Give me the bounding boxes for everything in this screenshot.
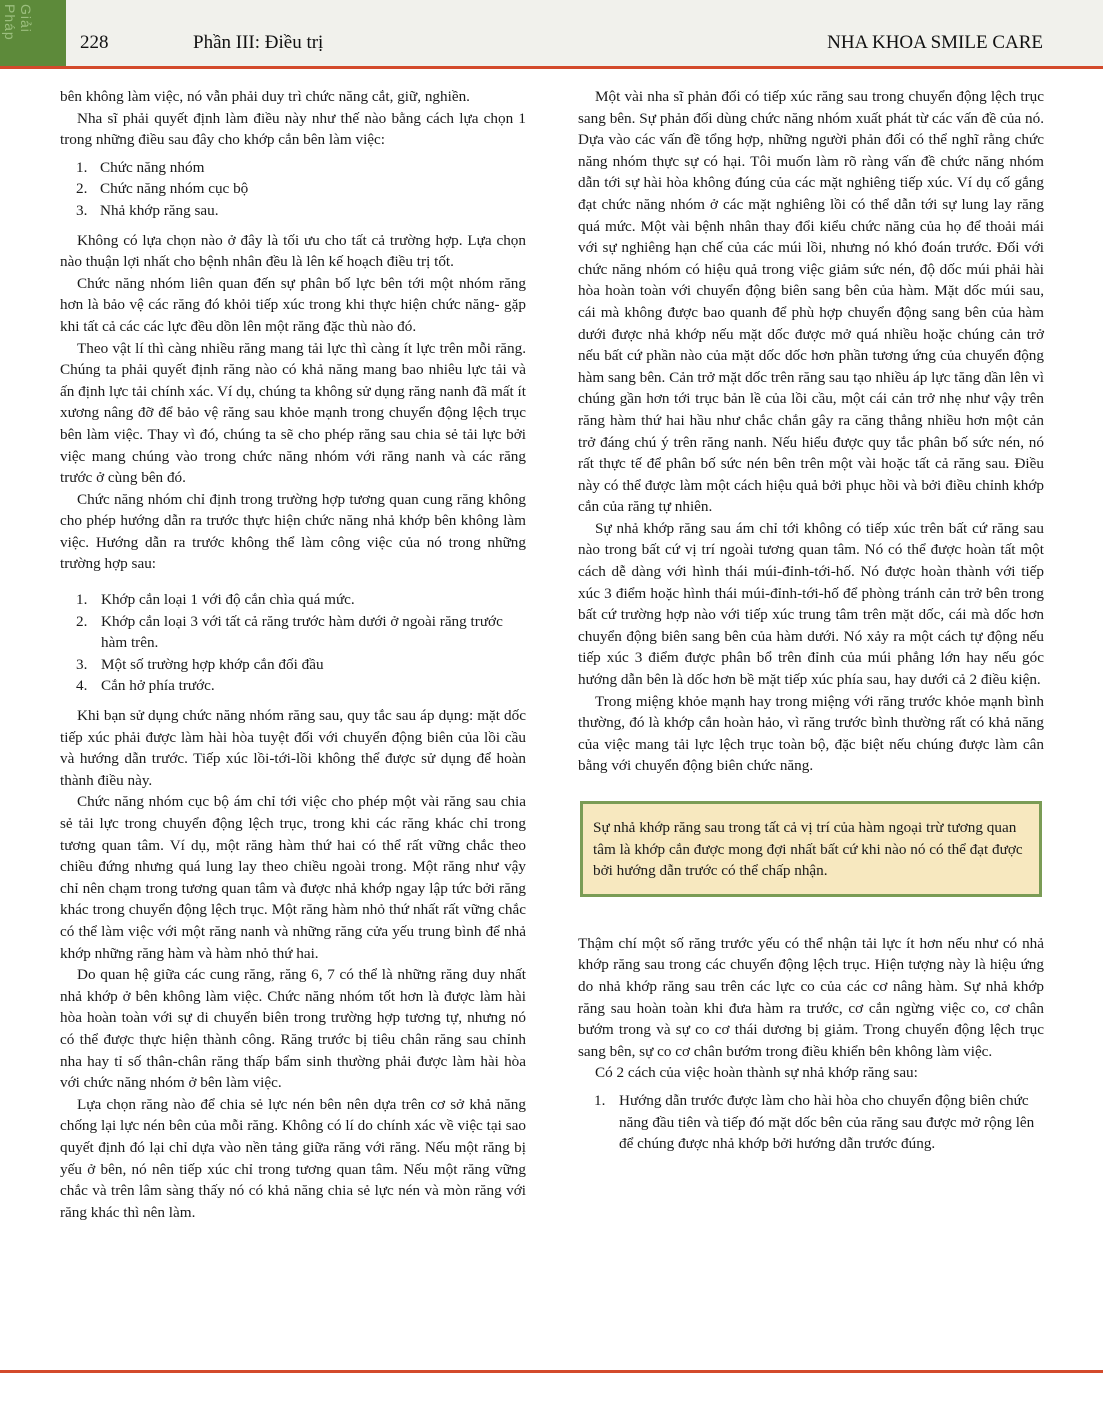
list-text: Nhả khớp răng sau.: [100, 201, 219, 219]
list-text: Cắn hở phía trước.: [101, 677, 215, 695]
list-number: 4.: [76, 677, 88, 695]
list-item: [60, 611, 526, 654]
list-number: 2.: [76, 180, 88, 198]
paragraph: Do quan hệ giữa các cung răng, răng 6, 7 có thể là những răng duy nhất nhả khớp ở bên không làm việc. Chức năng nhóm tốt hơn là được làm hài hòa hoàn toàn với sự di chuyển biên trong trường hợp tương tự, nhưng nó có thể được thực hiện thành công. Răng trước bị tiêu chân răng sau chỉnh nha hay tỉ số thân-chân răng thấp bẩm sinh thường phải được làm hài hòa với chức năng nhóm ở bên làm việc.: [60, 966, 526, 1092]
paragraph: Một vài nha sĩ phản đối có tiếp xúc răng sau trong chuyển động lệch trục sang bên. Sự phản đối dùng chức năng nhóm xuất phát từ các vấn đề của nó. Dựa vào các vấn đề tổng hợp, những người phản đối có thể nghĩ rằng chức năng nhóm thực sự có hại. Tôi muốn làm rõ ràng vấn đề chức năng nhóm dẫn tới sự hài hòa không đúng của các mặt nghiêng tiếp xúc. Ví dụ cố gắng đạt chức năng nhóm ở các mặt nghiêng lồi có thể dẫn tới sự lung lay răng quá mức. Một vài bệnh nhân thay đổi kiểu chức năng của họ để thoải mái với sự nghiêng hạn chế của các múi lồi, nhưng nó khó đoán trước. Đối với chức năng nhóm có hiệu quả trong việc giảm sức nén, độ dốc múi phải hài hòa hoàn toàn với chuyển động biên sang bên của hàm. Mặt dốc múi sau, cái mà không được bao quanh để phù hợp chuyển động sang bên của hàm dưới được nhả khớp nếu mặt dốc được mở quá nhiều hoặc chúng cản trở nếu bất cứ phần nào của mặt dốc dốc hơn phần tương ứng của chuyển động hàm sang bên. Cản trở mặt dốc trên răng sau tạo nhiều áp lực tăng dần lên vì chúng gần hơn tới trục bản lề của lồi cầu, một cái cản trở nhẹ như vậy trên răng hàm thứ hai hầu như chắc chắn gây ra căng thẳng nhiều hơn một cản trở đáng chú ý trên răng nanh. Nếu hiểu được quy tắc phân bố sức nén, nó rất thực tế để phân bố sức nén bên trên một vài hoặc tất cả răng sau. Điều này có thể được làm một cách hiệu quả bởi phục hồi và bởi điều chỉnh khớp cắn của răng tự nhiên.: [578, 88, 1044, 516]
side-tab-label: Giải Pháp: [2, 4, 34, 41]
list-item: [60, 178, 526, 200]
list-item: [60, 589, 526, 611]
highlight-callout-box: Sự nhả khớp răng sau trong tất cả vị trí của hàm ngoại trừ tương quan tâm là khớp cắn được mong đợi nhất bất cứ khi nào nó có thể đạt được bởi hướng dẫn trước có thể chấp nhận.: [580, 801, 1042, 897]
list-text: Một số trường hợp khớp cắn đối đầu: [101, 655, 324, 673]
paragraph: Không có lựa chọn nào ở đây là tối ưu cho tất cả trường hợp. Lựa chọn nào thuận lợi nhất cho bệnh nhân đều là lên kế hoạch điều trị tốt.: [60, 231, 526, 271]
list-item: [60, 654, 526, 676]
paragraph: Trong miệng khỏe mạnh hay trong miệng với răng trước khỏe mạnh bình thường, đó là khớp cắn hoàn hảo, vì răng trước bình thường rất có khả năng của việc mang tải lực lệch trục toàn bộ, đặc biệt nếu chúng được làm cân bằng với chuyển động biên chức năng.: [578, 692, 1044, 775]
paragraph: Thậm chí một số răng trước yếu có thể nhận tải lực ít hơn nếu như có nhả khớp răng sau trong các chuyển động lệch trục. Hiện tượng này là hiệu ứng do nhả khớp răng sau trên các lực co của các cơ nâng hàm. Sự nhả khớp răng sau hoàn toàn khi đưa hàm ra trước, cơ cắn ngừng việc co, cơ chân bướm trong và sự co cơ thái dương bị giảm. Trong chuyển động lệch trục sang bên, sự co cơ chân bướm trong điều khiển bên không làm việc.: [578, 934, 1044, 1060]
list-text: Chức năng nhóm: [100, 158, 205, 176]
list-number: 3.: [76, 655, 88, 673]
paragraph: bên không làm việc, nó vẫn phải duy trì chức năng cắt, giữ, nghiền.: [60, 88, 470, 105]
list-text: Khớp cắn loại 3 với tất cả răng trước hàm dưới ở ngoài răng trước hàm trên.: [101, 612, 503, 652]
right-column: [578, 86, 1044, 1163]
list-item: [60, 200, 526, 222]
spacer: [60, 575, 526, 583]
chapter-side-tab: [0, 0, 66, 66]
footer-divider: [0, 1370, 1103, 1373]
list-item: [578, 1090, 1044, 1155]
list-item: [60, 675, 526, 697]
list-number: 1.: [76, 158, 88, 176]
paragraph: Chức năng nhóm cục bộ ám chỉ tới việc cho phép một vài răng sau chia sẻ tải lực trong chuyển động lệch trục, trong khi các răng khác chỉ trong tương quan tâm. Ví dụ, một răng hàm thứ hai có thể rất vững chắc theo chiều đứng nhưng quá lung lay theo chiều ngoài trong. Một răng như vậy chỉ nên chạm trong tương quan tâm và được nhả khớp ngay lập tức bởi răng khác trong chuyển động lệch trục. Một răng hàm nhỏ thứ nhất rất vững chắc có thể làm việc với một răng nanh và những răng cửa yếu trung bình để nhả khớp những răng hàm và hàm nhỏ thứ hai.: [60, 793, 526, 962]
list-item: [60, 157, 526, 179]
paragraph: Sự nhả khớp răng sau ám chỉ tới không có tiếp xúc trên bất cứ răng sau nào trong bất cứ vị trí ngoài tương quan tâm. Nó có thể được hoàn tất một cách dễ dàng với hình thái múi-đỉnh-tới-hố. Nó được hoàn thành với tiếp xúc 3 điểm hoặc hình thái múi-đỉnh-tới-hố để phòng tránh cản trở bên trong bất cứ trường hợp nào với tiếp xúc trung tâm trên mặt dốc, cái mà dốc hơn chuyển động biên sang bên của hàm dưới. Nó xảy ra một cách tự động nếu tiếp xúc 3 điểm được phân bổ trên đỉnh của múi phẳng lớn hay nếu góc hướng dẫn bên là dốc hơn bề mặt tiếp xúc phía sau, hay dưới cả 2 điều kiện.: [578, 519, 1044, 689]
header-divider: [0, 66, 1103, 69]
paragraph: Chức năng nhóm liên quan đến sự phân bố lực bên tới một nhóm răng hơn là bảo vệ các răng đó khỏi tiếp xúc trong khi thực hiện chức năng- gặp khi tất cả các các lực đều dồn lên một răng đặc thù nào đó.: [60, 274, 526, 335]
list-number: 1.: [76, 591, 88, 609]
list-text: Hướng dẫn trước được làm cho hài hòa cho chuyển động biên chức năng đầu tiên và tiếp đó mặt dốc bên của răng sau được mở rộng lên để chúng được nhả khớp bởi hướng dẫn trước đúng.: [619, 1091, 1035, 1153]
paragraph: Chức năng nhóm chỉ định trong trường hợp tương quan cung răng không cho phép hướng dẫn ra trước thực hiện chức năng nhả khớp bên không làm việc. Hướng dẫn ra trước không thể làm công việc của nó trong những trường hợp sau:: [60, 490, 526, 573]
paragraph: Khi bạn sử dụng chức năng nhóm răng sau, quy tắc sau áp dụng: mặt dốc tiếp xúc phải được làm hài hòa tuyệt đối với chuyển động biên của lồi cầu và hướng dẫn trước. Tiếp xúc lồi-tới-lồi không thể được sử dụng để hoàn thành điều này.: [60, 707, 526, 789]
paragraph: Có 2 cách của việc hoàn thành sự nhả khớp răng sau:: [595, 1064, 918, 1082]
anterior-guidance-limits-list: [60, 589, 526, 697]
page-number: 228: [80, 32, 109, 53]
left-column: [60, 86, 526, 1223]
list-number: 3.: [76, 201, 88, 219]
brand-name: NHA KHOA SMILE CARE: [827, 32, 1043, 53]
section-title: Phần III: Điều trị: [193, 32, 324, 53]
list-text: Khớp cắn loại 1 với độ cắn chìa quá mức.: [101, 591, 355, 609]
working-side-options-list: [60, 157, 526, 222]
list-text: Chức năng nhóm cục bộ: [100, 180, 249, 198]
list-number: 2.: [76, 612, 88, 630]
list-number: 1.: [594, 1091, 606, 1109]
paragraph: Theo vật lí thì càng nhiều răng mang tải lực thì càng ít lực trên mỗi răng. Chúng ta phải quyết định răng nào có khả năng mang bao nhiêu lực tải và ấn định lực tải chính xác. Ví dụ, chúng ta không sử dụng răng nanh đã mất ít xương nâng đỡ để bảo vệ răng sau khỏe mạnh trong chuyển động lệch trục bên làm việc. Thay vì đó, chúng ta sẽ cho phép răng sau chia sẻ tải lực bởi việc mang chúng vào trong chức năng nhóm với răng nanh và các răng trước ở cùng bên đó.: [60, 339, 526, 487]
paragraph: Lựa chọn răng nào để chia sẻ lực nén bên nên dựa trên cơ sở khả năng chống lại lực nén bên của mỗi răng. Không có lí do chính xác về việc tại sao quyết định đó lại chỉ dựa vào nền tảng giữa răng với răng. Nếu một răng bị yếu ở bên, nó nên tiếp xúc chỉ trong tương quan tâm. Nếu một răng vững chắc và trên lâm sàng thấy nó có khả năng chia sẻ lực nén và mòn răng với răng khác thì nên làm.: [60, 1095, 526, 1221]
disclusion-methods-list: [578, 1090, 1044, 1155]
paragraph: Nha sĩ phải quyết định làm điều này như thế nào bằng cách lựa chọn 1 trong những điều sau đây cho khớp cắn bên làm việc:: [60, 109, 526, 149]
